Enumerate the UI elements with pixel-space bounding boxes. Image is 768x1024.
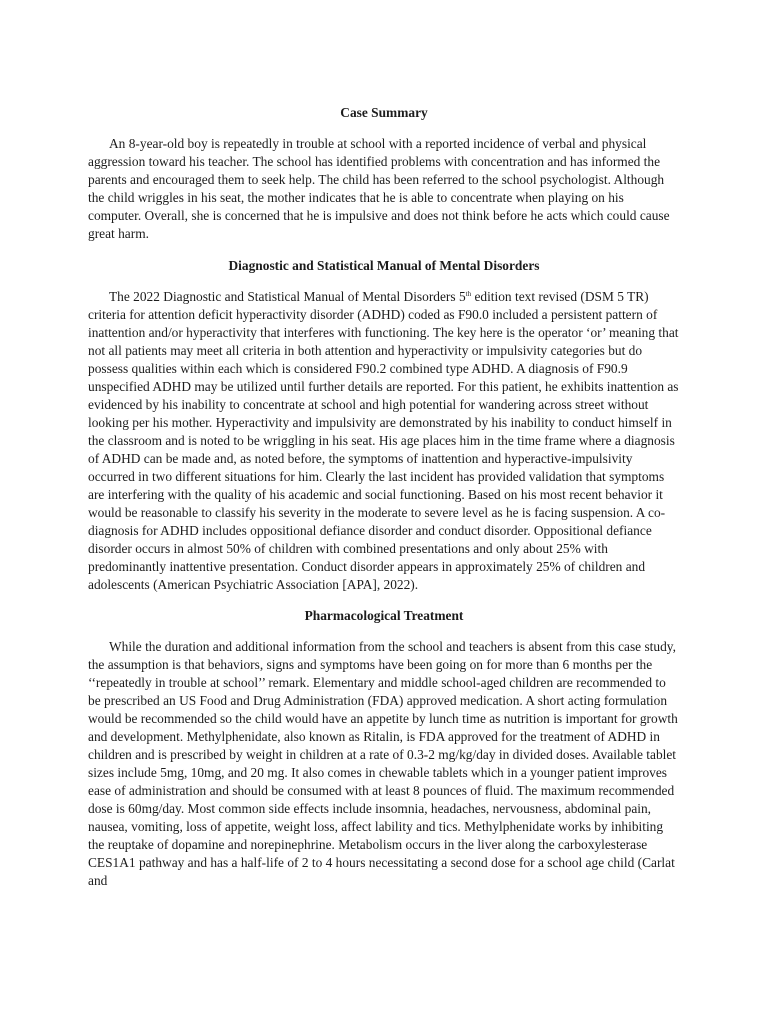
heading-dsm: Diagnostic and Statistical Manual of Mental Disorders [228,258,540,273]
heading-case-summary: Case Summary [340,105,428,120]
paragraph-case-summary: An 8-year-old boy is repeatedly in trouble at school with a reported incidence of verbal and physical aggression toward his teacher. The school has identified problems with concentration and has informed the parents and encouraged them to seek help. The child has been referred to the school psychologist. Although the child wriggles in his seat, the mother indicates that he is able to concentrate when playing on his computer. Overall, she is concerned that he is impulsive and does not think before he acts which could cause great harm. [88,136,670,241]
document-page [88,104,680,890]
paragraph-pharmacological-treatment: While the duration and additional information from the school and teachers is absent from this case study, the assumption is that behaviors, signs and symptoms have been going on for more than 6 months per the ‘‘repeatedly in trouble at school’’ remark. Elementary and middle school-aged children are recommended to be prescribed an US Food and Drug Administration (FDA) approved medication. A short acting formulation would be recommended so the child would have an appetite by lunch time as nutrition is important for growth and development. Methylphenidate, also known as Ritalin, is FDA approved for the treatment of ADHD in children and is prescribed by weight in children at a rate of 0.3-2 mg/kg/day in divided doses. Available tablet sizes include 5mg, 10mg, and 20 mg. It also comes in chewable tablets which in a younger patient improves ease of administration and should be consumed with at least 8 pounces of fluid. The maximum recommended dose is 60mg/day. Most common side effects include insomnia, headaches, nervousness, abdominal pain, nausea, vomiting, loss of appetite, weight loss, affect lability and tics. Methylphenidate works by inhibiting the reuptake of dopamine and norepinephrine. Metabolism occurs in the liver along the carboxylesterase CES1A1 pathway and has a half-life of 2 to 4 hours necessitating a second dose for a school age child (Carlat and [88,639,678,888]
heading-pharmacological-treatment: Pharmacological Treatment [304,608,464,623]
paragraph-dsm-rest: edition text revised (DSM 5 TR) criteria for attention deficit hyperactivity disorder (ADHD) coded as F90.0 included a persistent pattern of inattention and/or hyperactivity that interferes with functioning. The key here is the operator ‘or’ meaning that not all patients may meet all criteria in both attention and hyperactivity or impulsivity categories but do possess qualities within each which is considered F90.2 combined type ADHD. A diagnosis of F90.9 unspecified ADHD may be utilized until further details are reported. For this patient, he exhibits inattention as evidenced by his inability to concentrate at school and high potential for wandering across street without looking per his mother. Hyperactivity and impulsivity are demonstrated by his inability to conduct himself in the classroom and is noted to be wriggling in his seat. His age places him in the time frame where a diagnosis of ADHD can be made and, as noted before, the symptoms of inattention and hyperactive-impulsivity occurred in two different situations for him. Clearly the last incident has provided validation that symptoms are interfering with the quality of his academic and social functioning. Based on his most recent behavior it would be reasonable to classify his severity in the moderate to severe level as he is facing suspension. A co-diagnosis for ADHD includes oppositional defiance disorder and conduct disorder. Oppositional defiance disorder occurs in almost 50% of children with combined presentations and only about 25% with predominantly inattentive presentation. Conduct disorder appears in approximately 25% of children and adolescents (American Psychiatric Association [APA], 2022). [88,289,679,592]
paragraph-dsm-lead: The 2022 Diagnostic and Statistical Manual of Mental Disorders 5 [109,289,466,304]
paragraph-dsm [88,288,680,594]
superscript-th: th [465,290,472,298]
